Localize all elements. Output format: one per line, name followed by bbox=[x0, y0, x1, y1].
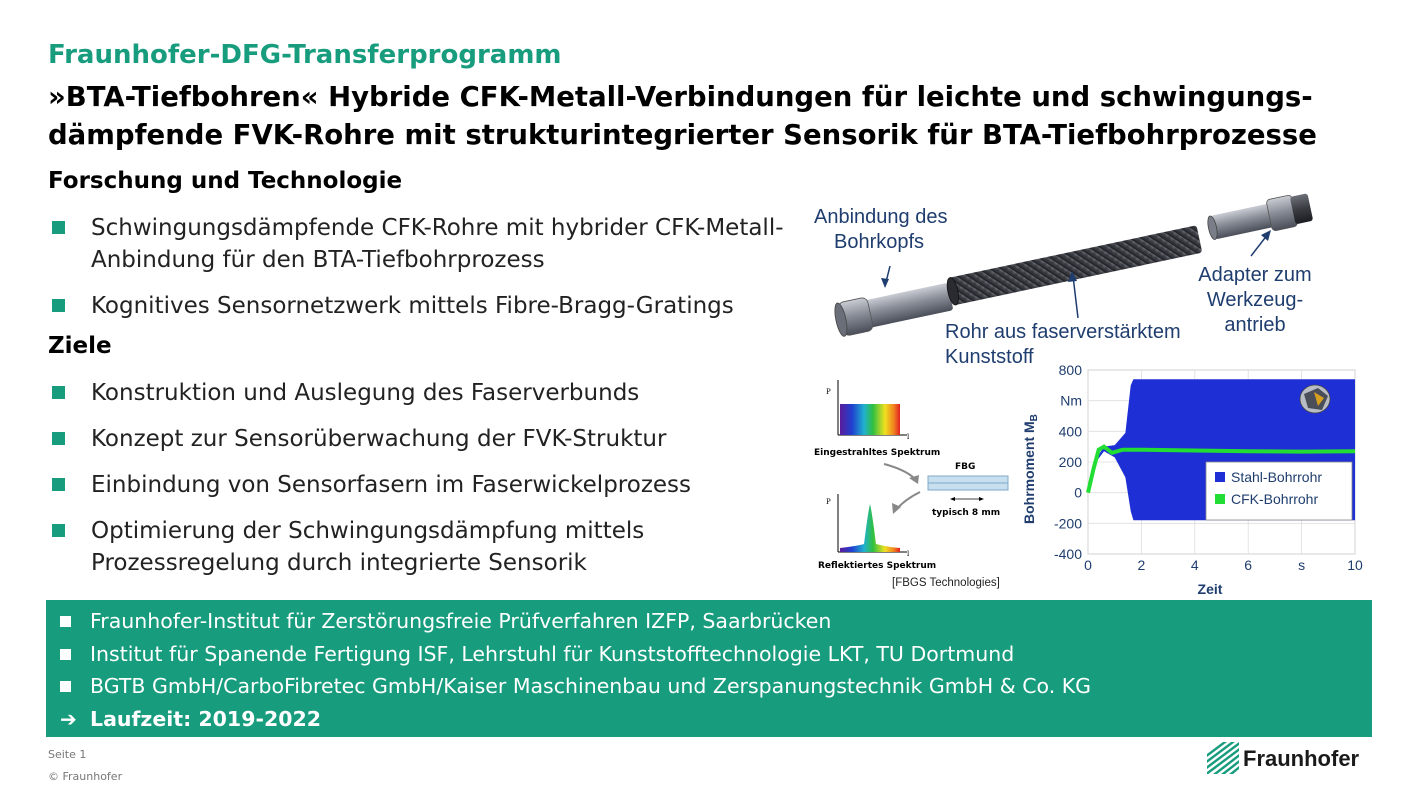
list-item-text: Konzept zur Sensorüberwachung der FVK-Struktur bbox=[91, 426, 667, 452]
section-heading-goals: Ziele bbox=[48, 333, 112, 359]
list-item bbox=[60, 638, 1091, 671]
x-tick-label: 0 bbox=[1084, 557, 1092, 573]
list-item bbox=[60, 605, 1091, 638]
bullet-square-icon bbox=[60, 681, 71, 692]
label-adapter bbox=[1190, 263, 1320, 338]
arrowhead-icon bbox=[950, 497, 955, 501]
x-tick-label: s bbox=[1298, 557, 1306, 573]
goals-list bbox=[50, 377, 810, 593]
bullet-square-icon bbox=[52, 299, 65, 312]
y-tick-label: 800 bbox=[1058, 362, 1082, 378]
y-tick-label: -200 bbox=[1053, 515, 1082, 532]
partner-text: BGTB GmbH/CarboFibretec GmbH/Kaiser Maschinenbau und Zerspanungstechnik GmbH & Co. KG bbox=[90, 674, 1092, 698]
bullet-square-icon bbox=[60, 616, 71, 627]
source-citation: [FBGS Technologies] bbox=[892, 577, 1000, 589]
reflected-spectrum-peak bbox=[840, 504, 900, 552]
partner-list bbox=[60, 605, 1091, 735]
torque-chart bbox=[1010, 358, 1390, 602]
y-axis-label: Bohrmoment $M_B$ bbox=[1021, 414, 1040, 524]
axis-label-l: l bbox=[907, 433, 910, 441]
arrow-right-icon: ➔ bbox=[60, 706, 77, 731]
bullet-square-icon bbox=[52, 478, 65, 491]
x-axis-label: Zeit bbox=[1197, 581, 1223, 597]
bullet-square-icon bbox=[52, 221, 65, 234]
bullet-square-icon bbox=[60, 649, 71, 660]
x-tick-label: 10 bbox=[1347, 557, 1363, 573]
pointer-arrowhead-icon bbox=[1261, 230, 1271, 241]
list-item bbox=[50, 423, 810, 455]
fbg-size-label: typisch 8 mm bbox=[932, 508, 1001, 518]
legend-swatch-steel bbox=[1215, 472, 1225, 482]
logo-text: Fraunhofer bbox=[1243, 746, 1360, 771]
list-item bbox=[50, 212, 810, 276]
runtime-text: Laufzeit: 2019-2022 bbox=[90, 706, 322, 731]
chart-legend bbox=[1206, 462, 1352, 520]
drill-head-connector bbox=[832, 280, 954, 338]
axis-label-p: P bbox=[826, 498, 831, 506]
y-tick-label: -400 bbox=[1053, 546, 1082, 562]
partner-text: Fraunhofer-Institut für Zerstörungsfreie Prüfverfahren IZFP, Saarbrücken bbox=[90, 609, 832, 633]
drill-tool-icon bbox=[1300, 385, 1330, 413]
reflected-spectrum-label: Reflektiertes Spektrum bbox=[818, 561, 937, 571]
list-item bbox=[60, 670, 1091, 703]
list-item-text: Kognitives Sensornetzwerk mittels Fibre-Bragg-Gratings bbox=[91, 293, 734, 319]
overline-title: Fraunhofer-DFG-Transferprogramm bbox=[48, 40, 562, 70]
list-item-text: Optimierung der Schwingungsdämpfung mittels Prozessregelung durch integrierte Sensorik bbox=[91, 518, 645, 576]
input-spectrum-bar bbox=[840, 404, 900, 435]
axis-label-p: P bbox=[826, 388, 831, 396]
drive-adapter bbox=[1205, 191, 1313, 244]
pointer-line bbox=[1073, 276, 1078, 318]
arrowhead-icon bbox=[979, 497, 984, 501]
page-title: »BTA-Tiefbohren« Hybride CFK-Metall-Verbindungen für leichte und schwingungs-dämpfende FVK-Rohre mit strukturintegrierter Sensorik für BTA-Tiefbohrprozesse bbox=[48, 81, 1317, 151]
label-line: Kunststoff bbox=[945, 346, 1034, 368]
label-line: Bohrkopfs bbox=[834, 231, 925, 253]
list-item-text: Einbindung von Sensorfasern im Faserwickelprozess bbox=[91, 472, 692, 498]
bullet-square-icon bbox=[52, 524, 65, 537]
label-line: Werkzeug- bbox=[1206, 289, 1304, 311]
x-tick-labels bbox=[1084, 557, 1363, 573]
list-item bbox=[50, 377, 810, 409]
list-item bbox=[50, 469, 810, 501]
carbon-tube bbox=[945, 225, 1202, 306]
y-tick-label: 400 bbox=[1058, 423, 1082, 440]
legend-label-cfk: CFK-Bohrrohr bbox=[1231, 491, 1319, 507]
page-number: Seite 1 bbox=[48, 748, 87, 761]
research-list bbox=[50, 212, 810, 336]
axis-label-l: l bbox=[907, 550, 910, 558]
partner-box bbox=[46, 600, 1372, 737]
legend-swatch-cfk bbox=[1215, 494, 1225, 504]
label-line: Anbindung des bbox=[814, 206, 948, 228]
input-spectrum-label: Eingestrahltes Spektrum bbox=[814, 448, 941, 458]
x-tick-label: 4 bbox=[1190, 557, 1199, 573]
x-tick-label: 6 bbox=[1244, 557, 1253, 573]
y-tick-label: 0 bbox=[1074, 484, 1082, 501]
bullet-square-icon bbox=[52, 386, 65, 399]
legend-label-steel: Stahl-Bohrrohr bbox=[1231, 469, 1323, 485]
list-item-runtime bbox=[60, 703, 1091, 736]
list-item bbox=[50, 515, 810, 579]
bullet-square-icon bbox=[52, 432, 65, 445]
copyright: © Fraunhofer bbox=[48, 770, 123, 783]
label-line: antrieb bbox=[1224, 314, 1286, 336]
y-tick-label: Nm bbox=[1060, 392, 1082, 409]
pointer-arrowhead-icon bbox=[881, 278, 889, 288]
partner-text: Institut für Spanende Fertigung ISF, Lehrstuhl für Kunststofftechnologie LKT, TU Dortmund bbox=[90, 641, 1015, 666]
x-tick-label: 2 bbox=[1137, 557, 1146, 573]
list-item-text: Konstruktion und Auslegung des Faserverbunds bbox=[91, 380, 640, 406]
label-line: Adapter zum bbox=[1198, 264, 1312, 286]
label-line: Rohr aus faserverstärktem bbox=[945, 321, 1181, 343]
y-tick-labels bbox=[1054, 362, 1082, 562]
list-item-text: Schwingungsdämpfende CFK-Rohre mit hybrider CFK-Metall-Anbindung für den BTA-Tiefbohrprozess bbox=[91, 215, 784, 273]
fbg-diagram bbox=[812, 372, 1017, 594]
section-heading-research: Forschung und Technologie bbox=[48, 168, 403, 194]
list-item bbox=[50, 290, 810, 322]
label-drill-head bbox=[814, 205, 947, 255]
fbg-label: FBG bbox=[955, 462, 976, 472]
y-tick-label: 200 bbox=[1058, 454, 1082, 470]
